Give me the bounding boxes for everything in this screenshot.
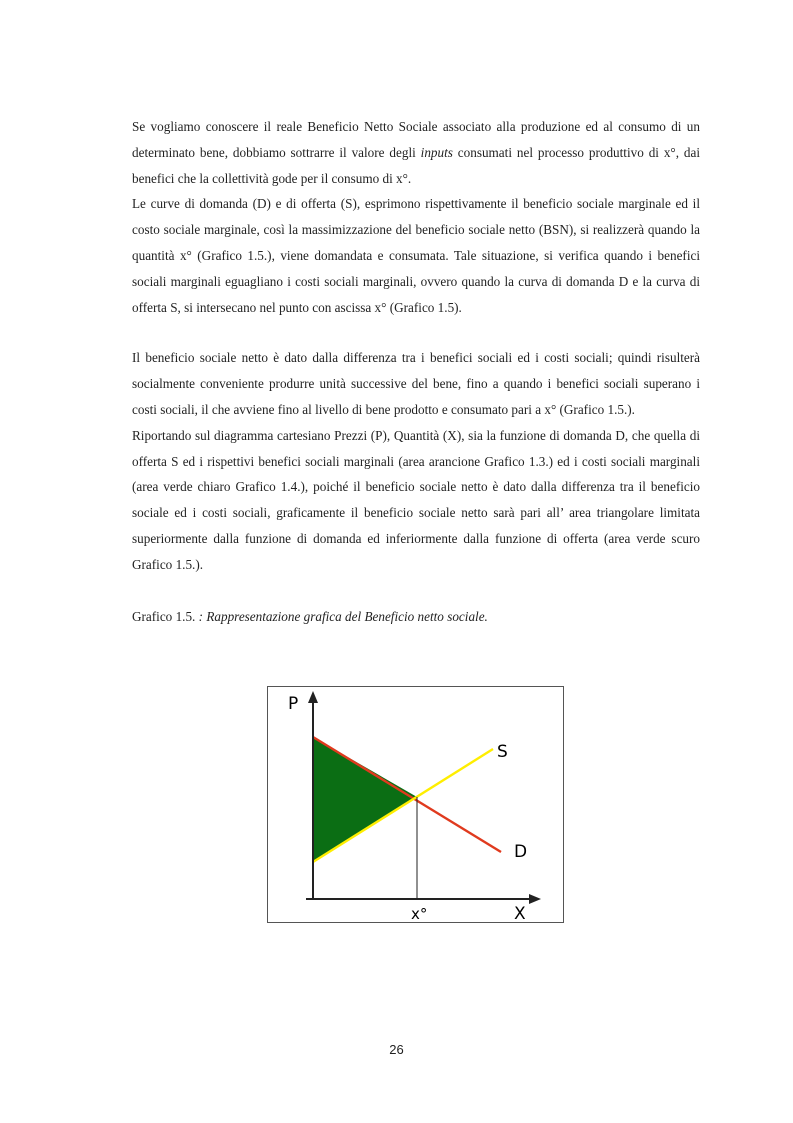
surplus-diagram: [268, 687, 563, 922]
equilibrium-label: x°: [411, 905, 428, 922]
x-axis-arrow-icon: [529, 894, 541, 904]
body-text: [132, 114, 700, 578]
supply-label: S: [497, 742, 508, 762]
caption-label: Grafico 1.5.: [132, 609, 199, 624]
paragraph-4: Riportando sul diagramma cartesiano Prezzi (P), Quantità (X), sia la funzione di domanda D, che quella di offerta S ed i rispettivi benefici sociali marginali (area arancione Grafico 1.3.) ed i costi sociali marginali (area verde chiaro Grafico 1.4.), poiché il beneficio sociale netto è dato dalla differenza tra il beneficio sociale ed i costi sociali, graficamente il beneficio sociale netto sarà pari all’ area triangolare limitata superiormente dalla funzione di domanda ed inferiormente dalla funzione di offerta (area verde scuro Grafico 1.5.).: [132, 427, 700, 572]
figure-caption: [132, 609, 488, 625]
paragraph-1: Se vogliamo conoscere il reale Beneficio Netto Sociale associato alla produzione ed al consumo di un determinato bene, dobbiamo sottrarre il valore degli inputs consumati nel processo produttivo di x°, dai benefici che la collettività gode per il consumo di x°.: [132, 119, 700, 186]
figure-frame: [267, 686, 564, 923]
net-social-benefit-area: [313, 737, 417, 862]
demand-label: D: [514, 842, 528, 862]
italic-term: inputs: [420, 144, 453, 160]
page-number: 26: [389, 1042, 404, 1057]
y-axis-label: P: [288, 694, 299, 714]
paragraph-3: Il beneficio sociale netto è dato dalla differenza tra i benefici sociali ed i costi sociali; quindi risulterà socialmente conveniente produrre unità successive del bene, fino a quando i benefici sociali superano i costi sociali, il che avviene fino al livello di bene prodotto e consumato pari a x° (Grafico 1.5.).: [132, 350, 700, 417]
y-axis-arrow-icon: [308, 691, 318, 703]
x-axis-label: X: [514, 904, 526, 922]
paragraph-2: Le curve di domanda (D) e di offerta (S), esprimono rispettivamente il beneficio sociale marginale ed il costo sociale marginale, così la massimizzazione del beneficio sociale netto (BSN), si realizzerà quando la quantità x° (Grafico 1.5.), viene domandata e consumata. Tale situazione, si verifica quando i benefici sociali marginali eguagliano i costi sociali marginali, ovvero quando la curva di domanda D e la curva di offerta S, si intersecano nel punto con ascissa x° (Grafico 1.5).: [132, 196, 700, 315]
caption-title: : Rappresentazione grafica del Beneficio netto sociale.: [198, 609, 488, 624]
